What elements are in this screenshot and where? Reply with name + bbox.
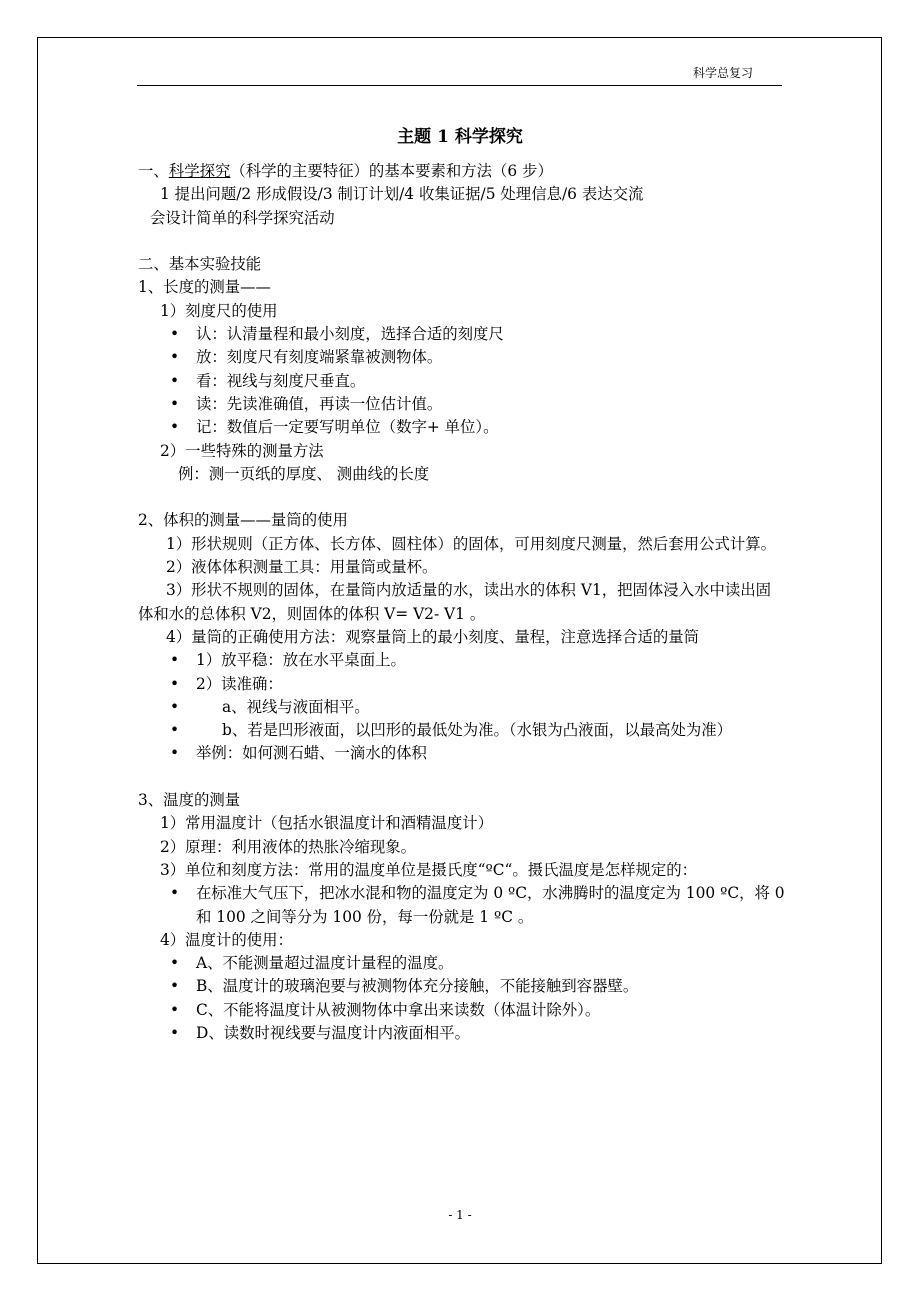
list-item bbox=[138, 696, 786, 719]
list-item-text: a、视线与液面相平。 bbox=[222, 697, 370, 716]
list-item-text: 放：刻度尺有刻度端紧靠被测物体。 bbox=[196, 348, 443, 367]
list-item bbox=[138, 416, 786, 439]
list-item bbox=[138, 742, 786, 765]
bullet-dot: • bbox=[170, 371, 180, 390]
header-title: 科学总复习 bbox=[693, 66, 754, 80]
list-item-text: 举例：如何测石蜡、一滴水的体积 bbox=[196, 744, 427, 763]
page-number: - 1 - bbox=[448, 1208, 472, 1222]
section1-heading bbox=[138, 160, 786, 183]
list-item-text: C、不能将温度计从被测物体中拿出来读数（体温计除外）。 bbox=[196, 1000, 601, 1019]
document-title: 主题 1 科学探究 bbox=[397, 127, 523, 147]
p2-s1: 1）形状规则（正方体、长方体、圆柱体）的固体，可用刻度尺测量，然后套用公式计算。 bbox=[166, 534, 777, 553]
p2-s2: 2）液体体积测量工具：用量筒或量杯。 bbox=[166, 558, 438, 577]
p3-s2: 2）原理：利用液体的热胀冷缩现象。 bbox=[160, 837, 417, 856]
blank-line bbox=[138, 230, 786, 253]
section2-heading: 二、基本实验技能 bbox=[138, 255, 262, 274]
list-item bbox=[138, 719, 786, 742]
section1-heading-rest: （科学的主要特征）的基本要素和方法（6 步） bbox=[230, 162, 553, 180]
p2-heading: 2、体积的测量——量筒的使用 bbox=[138, 511, 348, 530]
list-item-text: 看：视线与刻度尺垂直。 bbox=[196, 371, 366, 390]
list-item bbox=[138, 999, 786, 1022]
list-item bbox=[138, 1022, 786, 1045]
blank-line bbox=[138, 766, 786, 789]
list-item bbox=[138, 952, 786, 975]
list-item-text: 记：数值后一定要写明单位（数字+ 单位）。 bbox=[196, 418, 499, 437]
bullet-dot: • bbox=[170, 884, 180, 903]
bullet-dot: • bbox=[170, 954, 180, 973]
section1-heading-underlined: 科学探究 bbox=[168, 162, 231, 180]
bullet-dot: • bbox=[170, 1000, 180, 1019]
bullet-dot: • bbox=[170, 1023, 180, 1042]
list-item bbox=[138, 975, 786, 998]
bullet-dot: • bbox=[170, 394, 180, 413]
bullet-dot: • bbox=[170, 325, 180, 344]
list-item-text: D、读数时视线要与温度计内液面相平。 bbox=[196, 1023, 470, 1042]
p3-s3: 3）单位和刻度方法：常用的温度单位是摄氏度“ºC“。摄氏温度是怎样规定的： bbox=[160, 860, 698, 879]
list-item-text: 在标准大气压下，把冰水混和物的温度定为 0 ºC，水沸腾时的温度定为 100 ºC，将 0 和 100 之间等分为 100 份，每一份就是 1 ºC 。 bbox=[196, 884, 785, 926]
bullet-dot: • bbox=[170, 674, 180, 693]
p3-heading: 3、温度的测量 bbox=[138, 791, 241, 810]
document-body bbox=[138, 160, 786, 1045]
list-item bbox=[138, 882, 786, 929]
list-item-text: 1）放平稳：放在水平桌面上。 bbox=[196, 651, 406, 670]
section1-heading-prefix: 一、 bbox=[138, 162, 169, 180]
list-item bbox=[138, 393, 786, 416]
bullet-dot: • bbox=[170, 697, 180, 716]
bullet-dot: • bbox=[170, 348, 180, 367]
p2-s4: 4）量筒的正确使用方法：观察量筒上的最小刻度、量程，注意选择合适的量筒 bbox=[166, 627, 700, 646]
list-item bbox=[138, 673, 786, 696]
header-rule bbox=[137, 85, 782, 86]
section1-steps: 1 提出问题/2 形成假设/3 制订计划/4 收集证据/5 处理信息/6 表达交流 bbox=[160, 185, 644, 204]
list-item-text: A、不能测量超过温度计量程的温度。 bbox=[196, 954, 454, 973]
list-item bbox=[138, 346, 786, 369]
list-item-text: 读：先读准确值，再读一位估计值。 bbox=[196, 394, 443, 413]
list-item bbox=[138, 649, 786, 672]
list-item-text: b、若是凹形液面，以凹形的最低处为准。（水银为凸液面，以最高处为准） bbox=[222, 721, 733, 740]
bullet-dot: • bbox=[170, 651, 180, 670]
p1-example: 例：测一页纸的厚度、 测曲线的长度 bbox=[178, 464, 430, 483]
p3-s1: 1）常用温度计（包括水银温度计和酒精温度计） bbox=[160, 814, 493, 833]
section1-note: 会设计简单的科学探究活动 bbox=[150, 208, 335, 227]
list-item-text: B、温度计的玻璃泡要与被测物体充分接触，不能接触到容器壁。 bbox=[196, 977, 639, 996]
list-item bbox=[138, 323, 786, 346]
p3-s4: 4）温度计的使用： bbox=[160, 930, 293, 949]
list-item-text: 认：认清量程和最小刻度，选择合适的刻度尺 bbox=[196, 325, 504, 344]
p1-heading: 1、长度的测量—— bbox=[138, 278, 271, 297]
list-item bbox=[138, 370, 786, 393]
bullet-dot: • bbox=[170, 418, 180, 437]
blank-line bbox=[138, 486, 786, 509]
list-item-text: 2）读准确： bbox=[196, 674, 283, 693]
bullet-dot: • bbox=[170, 977, 180, 996]
p1-sub1: 1）刻度尺的使用 bbox=[160, 301, 278, 320]
bullet-dot: • bbox=[170, 721, 180, 740]
bullet-dot: • bbox=[170, 744, 180, 763]
p2-s3: 3）形状不规则的固体，在量筒内放适量的水，读出水的体积 V1，把固体浸入水中读出固体和水的总体积 V2，则固体的体积 V= V2- V1 。 bbox=[138, 581, 772, 623]
p1-sub2: 2）一些特殊的测量方法 bbox=[160, 441, 324, 460]
